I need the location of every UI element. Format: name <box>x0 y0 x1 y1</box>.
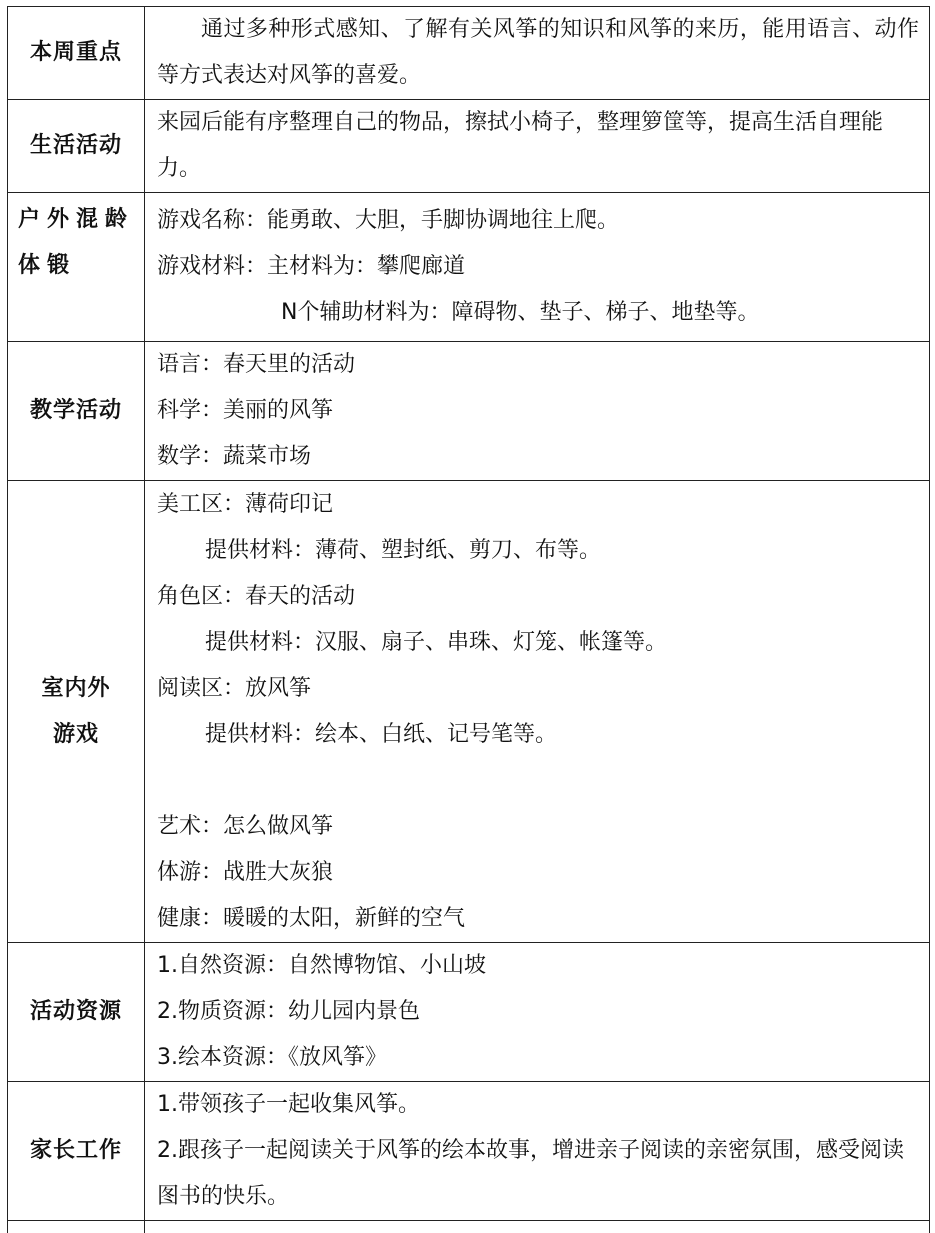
row-parent-work <box>8 1082 930 1221</box>
label-cell-weekly-focus <box>8 7 145 100</box>
art-area-materials: 提供材料：薄荷、塑封纸、剪刀、布等。 <box>157 528 919 574</box>
art-area-title: 美工区：薄荷印记 <box>157 482 919 528</box>
content-cell-parent-work <box>145 1082 930 1221</box>
content-cell-indoor-outdoor-games <box>145 481 930 943</box>
resource-material: 2.物质资源：幼儿园内景色 <box>157 989 919 1035</box>
outdoor-main-material: 游戏材料：主材料为：攀爬廊道 <box>157 244 919 290</box>
row-next-partial <box>8 1221 930 1233</box>
teaching-science: 科学：美丽的风筝 <box>157 388 919 434</box>
weekly-focus-text: 通过多种形式感知、了解有关风筝的知识和风筝的来历，能用语言、动作等方式表达对风筝的喜爱。 <box>157 7 919 99</box>
outdoor-aux-material: N个辅助材料为：障碍物、垫子、梯子、地垫等。 <box>157 290 919 336</box>
weekly-plan-table <box>7 6 930 1233</box>
row-indoor-outdoor-games <box>8 481 930 943</box>
teaching-language: 语言：春天里的活动 <box>157 342 919 388</box>
content-cell-outdoor-exercise <box>145 193 930 342</box>
next-row-content-stub <box>145 1221 930 1233</box>
row-weekly-focus <box>8 7 930 100</box>
content-cell-activity-resources <box>145 943 930 1082</box>
life-activity-label: 生活活动 <box>8 123 144 169</box>
parent-work-label: 家长工作 <box>8 1128 144 1174</box>
resource-natural: 1.自然资源：自然博物馆、小山坡 <box>157 943 919 989</box>
label-cell-activity-resources <box>8 943 145 1082</box>
life-activity-text: 来园后能有序整理自己的物品，擦拭小椅子，整理箩筐等，提高生活自理能力。 <box>157 100 919 192</box>
label-cell-indoor-outdoor-games <box>8 481 145 943</box>
parent-task-1: 1.带领孩子一起收集风筝。 <box>157 1082 919 1128</box>
label-cell-parent-work <box>8 1082 145 1221</box>
outdoor-exercise-label: 户外混龄 体锻 <box>8 197 144 289</box>
label-cell-teaching-activity <box>8 342 145 481</box>
indoor-outdoor-games-label: 室内外 游戏 <box>8 666 144 758</box>
label-cell-outdoor-exercise <box>8 193 145 342</box>
reading-area-materials: 提供材料：绘本、白纸、记号笔等。 <box>157 712 919 758</box>
teaching-activity-label: 教学活动 <box>8 388 144 434</box>
teaching-math: 数学：蔬菜市场 <box>157 434 919 480</box>
art-activity: 艺术：怎么做风筝 <box>157 804 919 850</box>
outdoor-game-name: 游戏名称：能勇敢、大胆，手脚协调地往上爬。 <box>157 198 919 244</box>
resource-picture-book: 3.绘本资源：《放风筝》 <box>157 1035 919 1081</box>
role-area-materials: 提供材料：汉服、扇子、串珠、灯笼、帐篷等。 <box>157 620 919 666</box>
health-activity: 健康：暖暖的太阳，新鲜的空气 <box>157 896 919 942</box>
content-cell-teaching-activity <box>145 342 930 481</box>
content-cell-weekly-focus <box>145 7 930 100</box>
parent-task-2: 2.跟孩子一起阅读关于风筝的绘本故事，增进亲子阅读的亲密氛围，感受阅读图书的快乐。 <box>157 1128 919 1220</box>
blank-line <box>157 758 919 804</box>
row-outdoor-exercise <box>8 193 930 342</box>
role-area-title: 角色区：春天的活动 <box>157 574 919 620</box>
content-cell-life-activity <box>145 100 930 193</box>
row-activity-resources <box>8 943 930 1082</box>
row-teaching-activity <box>8 342 930 481</box>
reading-area-title: 阅读区：放风筝 <box>157 666 919 712</box>
activity-resources-label: 活动资源 <box>8 989 144 1035</box>
row-life-activity <box>8 100 930 193</box>
label-cell-life-activity <box>8 100 145 193</box>
sports-game: 体游：战胜大灰狼 <box>157 850 919 896</box>
weekly-focus-label: 本周重点 <box>8 30 144 76</box>
next-row-label-stub <box>8 1221 145 1233</box>
